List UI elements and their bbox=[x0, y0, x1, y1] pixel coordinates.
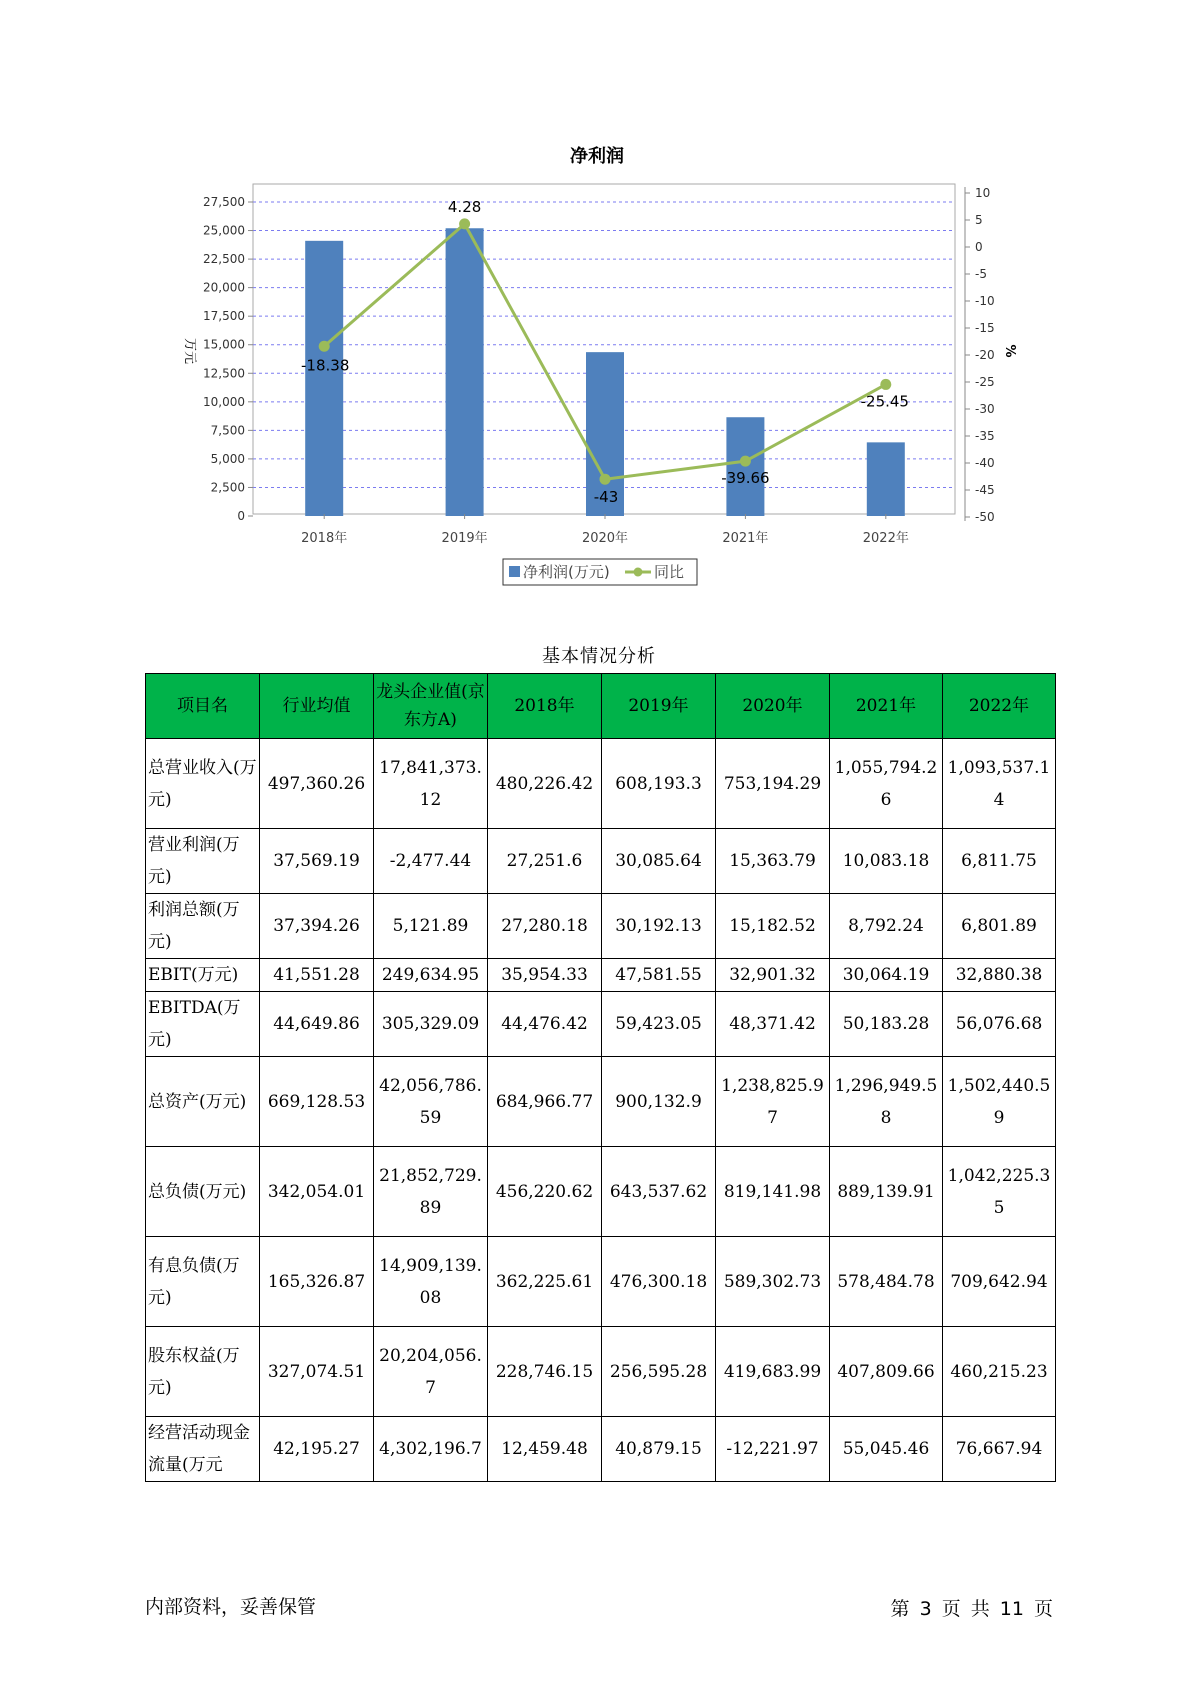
data-label: 4.28 bbox=[447, 197, 482, 216]
table-cell: -12,221.97 bbox=[716, 1417, 830, 1482]
left-tick-label: 22,500 bbox=[203, 252, 245, 267]
x-axis-labels bbox=[301, 514, 909, 546]
table-cell: 456,220.62 bbox=[488, 1147, 602, 1237]
table-cell: 643,537.62 bbox=[602, 1147, 716, 1237]
basic-analysis-table bbox=[145, 673, 1056, 1482]
table-cell: 1,093,537.14 bbox=[943, 739, 1056, 829]
table-cell: 41,551.28 bbox=[260, 959, 374, 992]
row-label: 经营活动现金流量(万元 bbox=[146, 1417, 260, 1482]
row-label: 营业利润(万元) bbox=[146, 829, 260, 894]
x-tick-label: 2020年 bbox=[581, 531, 629, 546]
table-cell: 15,363.79 bbox=[716, 829, 830, 894]
left-tick-label: 10,000 bbox=[203, 394, 245, 409]
table-cell: 55,045.46 bbox=[830, 1417, 943, 1482]
table-cell: 5,121.89 bbox=[374, 894, 488, 959]
right-tick-label: 10 bbox=[975, 186, 991, 200]
table-cell: 10,083.18 bbox=[830, 829, 943, 894]
left-tick-label: 2,500 bbox=[210, 480, 245, 495]
table-cell: 48,371.42 bbox=[716, 992, 830, 1057]
row-label: 总营业收入(万元) bbox=[146, 739, 260, 829]
table-cell: 32,901.32 bbox=[716, 959, 830, 992]
yoy-point bbox=[880, 379, 891, 390]
table-cell: 578,484.78 bbox=[830, 1237, 943, 1327]
right-tick-label: 5 bbox=[975, 213, 983, 227]
table-row bbox=[146, 1327, 1056, 1417]
table-cell: 6,811.75 bbox=[943, 829, 1056, 894]
table-cell: 249,634.95 bbox=[374, 959, 488, 992]
table-cell: 6,801.89 bbox=[943, 894, 1056, 959]
table-header-row bbox=[146, 674, 1056, 739]
x-tick-label: 2018年 bbox=[301, 531, 348, 546]
column-header: 行业均值 bbox=[260, 674, 374, 739]
table-cell: 362,225.61 bbox=[488, 1237, 602, 1327]
table-row bbox=[146, 992, 1056, 1057]
table-cell: 47,581.55 bbox=[602, 959, 716, 992]
table-cell: 30,085.64 bbox=[602, 829, 716, 894]
right-tick-label: -40 bbox=[975, 456, 995, 470]
row-label: 总资产(万元) bbox=[146, 1057, 260, 1147]
yoy-point bbox=[600, 474, 611, 485]
table-cell: 1,238,825.97 bbox=[716, 1057, 830, 1147]
column-header: 龙头企业值(京东方A) bbox=[374, 674, 488, 739]
right-tick-label: -50 bbox=[975, 510, 995, 524]
left-tick-label: 12,500 bbox=[203, 366, 245, 381]
left-tick-label: 17,500 bbox=[203, 309, 245, 324]
table-cell: 342,054.01 bbox=[260, 1147, 374, 1237]
table-cell: 44,649.86 bbox=[260, 992, 374, 1057]
table-row bbox=[146, 894, 1056, 959]
right-axis-title: % bbox=[1002, 344, 1017, 358]
bar bbox=[867, 442, 905, 516]
table-cell: 497,360.26 bbox=[260, 739, 374, 829]
table-cell: 21,852,729.89 bbox=[374, 1147, 488, 1237]
row-label: EBIT(万元) bbox=[146, 959, 260, 992]
data-label: -18.38 bbox=[301, 356, 350, 375]
table-cell: 4,302,196.7 bbox=[374, 1417, 488, 1482]
table-row bbox=[146, 1417, 1056, 1482]
table-cell: 709,642.94 bbox=[943, 1237, 1056, 1327]
table-cell: 407,809.66 bbox=[830, 1327, 943, 1417]
table-cell: 50,183.28 bbox=[830, 992, 943, 1057]
table-cell: 1,296,949.58 bbox=[830, 1057, 943, 1147]
table-cell: 35,954.33 bbox=[488, 959, 602, 992]
left-tick-label: 20,000 bbox=[203, 280, 245, 295]
table-cell: 14,909,139.08 bbox=[374, 1237, 488, 1327]
table-cell: 819,141.98 bbox=[716, 1147, 830, 1237]
table-cell: 589,302.73 bbox=[716, 1237, 830, 1327]
right-tick-label: -25 bbox=[975, 375, 995, 389]
page-number: 第 3 页 共 11 页 bbox=[890, 1598, 1053, 1620]
yoy-point bbox=[459, 218, 470, 229]
yoy-point bbox=[319, 341, 330, 352]
chart-title: 净利润 bbox=[570, 146, 624, 167]
left-tick-label: 5,000 bbox=[210, 451, 245, 466]
table-cell: 32,880.38 bbox=[943, 959, 1056, 992]
data-label: -25.45 bbox=[860, 392, 909, 411]
table-cell: 753,194.29 bbox=[716, 739, 830, 829]
column-header: 2019年 bbox=[602, 674, 716, 739]
table-cell: 27,280.18 bbox=[488, 894, 602, 959]
chart-legend bbox=[503, 559, 697, 585]
table-cell: 15,182.52 bbox=[716, 894, 830, 959]
table-cell: 480,226.42 bbox=[488, 739, 602, 829]
table-cell: 419,683.99 bbox=[716, 1327, 830, 1417]
column-header: 项目名 bbox=[146, 674, 260, 739]
table-cell: 37,569.19 bbox=[260, 829, 374, 894]
table-cell: 684,966.77 bbox=[488, 1057, 602, 1147]
table-cell: 8,792.24 bbox=[830, 894, 943, 959]
row-label: EBITDA(万元) bbox=[146, 992, 260, 1057]
right-axis bbox=[965, 186, 995, 524]
table-cell: 42,195.27 bbox=[260, 1417, 374, 1482]
row-label: 有息负债(万元) bbox=[146, 1237, 260, 1327]
right-tick-label: -45 bbox=[975, 483, 995, 497]
table-cell: 476,300.18 bbox=[602, 1237, 716, 1327]
left-axis bbox=[203, 195, 253, 523]
table-row bbox=[146, 829, 1056, 894]
table-cell: 59,423.05 bbox=[602, 992, 716, 1057]
table-cell: 327,074.51 bbox=[260, 1327, 374, 1417]
table-cell: -2,477.44 bbox=[374, 829, 488, 894]
table-cell: 12,459.48 bbox=[488, 1417, 602, 1482]
table-row bbox=[146, 1237, 1056, 1327]
column-header: 2018年 bbox=[488, 674, 602, 739]
right-tick-label: -20 bbox=[975, 348, 995, 362]
table-cell: 56,076.68 bbox=[943, 992, 1056, 1057]
x-tick-label: 2021年 bbox=[722, 531, 769, 546]
right-tick-label: -35 bbox=[975, 429, 995, 443]
left-tick-label: 7,500 bbox=[210, 423, 245, 438]
table-cell: 669,128.53 bbox=[260, 1057, 374, 1147]
table-cell: 256,595.28 bbox=[602, 1327, 716, 1417]
net-profit-chart bbox=[0, 0, 1191, 600]
table-cell: 305,329.09 bbox=[374, 992, 488, 1057]
left-axis-title: 万元 bbox=[182, 337, 197, 365]
table-cell: 27,251.6 bbox=[488, 829, 602, 894]
right-tick-label: -30 bbox=[975, 402, 995, 416]
row-label: 利润总额(万元) bbox=[146, 894, 260, 959]
table-row bbox=[146, 1147, 1056, 1237]
bar bbox=[305, 241, 343, 516]
table-cell: 165,326.87 bbox=[260, 1237, 374, 1327]
table-cell: 40,879.15 bbox=[602, 1417, 716, 1482]
right-tick-label: -15 bbox=[975, 321, 995, 335]
table-cell: 17,841,373.12 bbox=[374, 739, 488, 829]
table-cell: 30,192.13 bbox=[602, 894, 716, 959]
legend-bar-swatch bbox=[509, 566, 520, 577]
table-cell: 20,204,056.7 bbox=[374, 1327, 488, 1417]
table-cell: 228,746.15 bbox=[488, 1327, 602, 1417]
column-header: 2020年 bbox=[716, 674, 830, 739]
left-tick-label: 0 bbox=[237, 509, 245, 523]
yoy-point bbox=[740, 456, 751, 467]
left-tick-label: 25,000 bbox=[203, 223, 245, 238]
table-cell: 900,132.9 bbox=[602, 1057, 716, 1147]
table-cell: 460,215.23 bbox=[943, 1327, 1056, 1417]
column-header: 2022年 bbox=[943, 674, 1056, 739]
row-label: 总负债(万元) bbox=[146, 1147, 260, 1237]
legend-bar-label: 净利润(万元) bbox=[523, 563, 610, 581]
data-label: -43 bbox=[593, 488, 619, 507]
table-cell: 608,193.3 bbox=[602, 739, 716, 829]
table-cell: 37,394.26 bbox=[260, 894, 374, 959]
table-cell: 889,139.91 bbox=[830, 1147, 943, 1237]
table-cell: 1,502,440.59 bbox=[943, 1057, 1056, 1147]
legend-line-label: 同比 bbox=[654, 563, 685, 581]
row-label: 股东权益(万元) bbox=[146, 1327, 260, 1417]
footer-confidential: 内部资料，妥善保管 bbox=[145, 1596, 317, 1618]
left-tick-label: 15,000 bbox=[203, 337, 245, 352]
table-caption: 基本情况分析 bbox=[542, 646, 656, 667]
table-cell: 1,055,794.26 bbox=[830, 739, 943, 829]
table-cell: 42,056,786.59 bbox=[374, 1057, 488, 1147]
left-tick-label: 27,500 bbox=[203, 195, 245, 209]
table-cell: 1,042,225.35 bbox=[943, 1147, 1056, 1237]
table-cell: 30,064.19 bbox=[830, 959, 943, 992]
x-tick-label: 2019年 bbox=[441, 531, 488, 546]
data-label: -39.66 bbox=[721, 469, 770, 488]
x-tick-label: 2022年 bbox=[862, 531, 909, 546]
table-row bbox=[146, 739, 1056, 829]
bar bbox=[446, 228, 484, 516]
legend-line-swatch bbox=[634, 568, 643, 577]
table-row bbox=[146, 1057, 1056, 1147]
right-tick-label: 0 bbox=[975, 240, 983, 254]
table-row bbox=[146, 959, 1056, 992]
column-header: 2021年 bbox=[830, 674, 943, 739]
right-tick-label: -10 bbox=[975, 294, 995, 308]
table-cell: 44,476.42 bbox=[488, 992, 602, 1057]
right-tick-label: -5 bbox=[975, 267, 987, 281]
table-cell: 76,667.94 bbox=[943, 1417, 1056, 1482]
